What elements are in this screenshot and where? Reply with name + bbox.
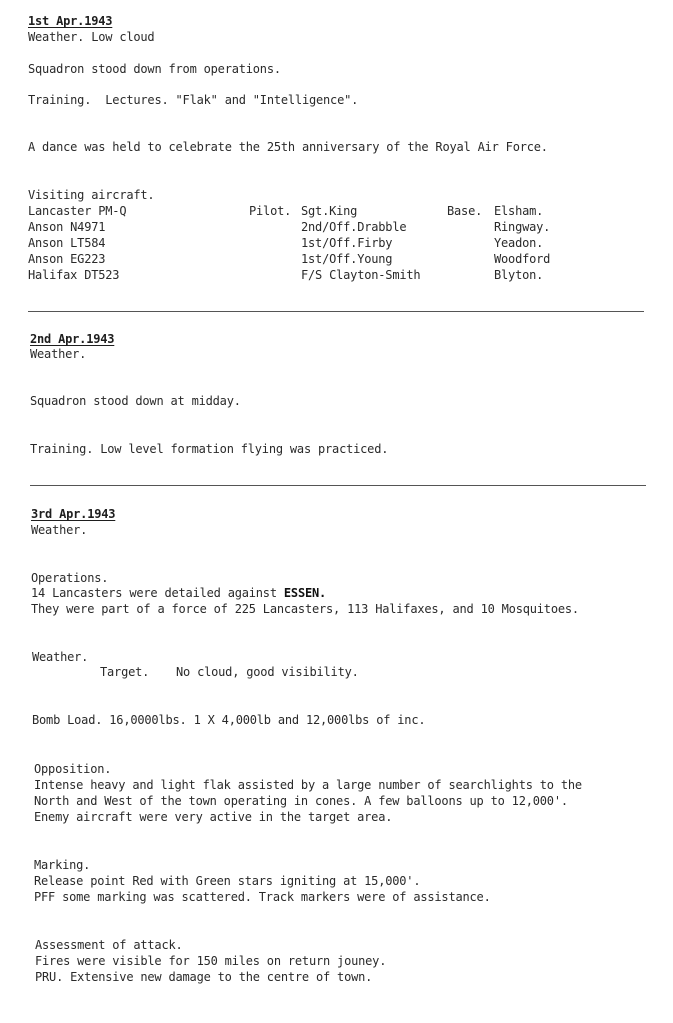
marking-line: Release point Red with Green stars igniting at 15,000'. <box>34 874 421 888</box>
bomb-load-line: Bomb Load. 16,0000lbs. 1 X 4,000lb and 12,000lbs of inc. <box>32 713 426 727</box>
aircraft-pilot: Sgt.King <box>301 204 358 218</box>
force-line: They were part of a force of 225 Lancasters, 113 Halifaxes, and 10 Mosquitoes. <box>31 602 579 616</box>
target-label: Target. <box>100 665 150 679</box>
stood-down-line: Squadron stood down at midday. <box>30 394 241 408</box>
dance-line: A dance was held to celebrate the 25th anniversary of the Royal Air Force. <box>28 140 548 154</box>
aircraft-pilot: 1st/Off.Firby <box>301 236 393 250</box>
weather-line: Weather. <box>30 347 87 361</box>
opposition-line: North and West of the town operating in cones. A few balloons up to 12,000'. <box>34 794 568 808</box>
weather-line: Weather. Low cloud <box>28 30 155 44</box>
aircraft-name: Anson N4971 <box>28 220 106 234</box>
target-name: ESSEN. <box>283 586 327 600</box>
entry-date: 2nd Apr.1943 <box>30 332 115 346</box>
visiting-aircraft-heading: Visiting aircraft. <box>28 188 155 202</box>
operations-heading: Operations. <box>31 571 109 585</box>
entry-date: 1st Apr.1943 <box>28 14 113 28</box>
aircraft-name: Anson LT584 <box>28 236 106 250</box>
aircraft-base: Blyton. <box>494 268 544 282</box>
assessment-heading: Assessment of attack. <box>35 938 183 952</box>
weather-line: Weather. <box>31 523 88 537</box>
aircraft-base: Elsham. <box>494 204 544 218</box>
base-label: Base. <box>447 204 483 218</box>
assessment-line: PRU. Extensive new damage to the centre of town. <box>35 970 373 984</box>
weather-heading: Weather. <box>32 650 89 664</box>
aircraft-name: Anson EG223 <box>28 252 106 266</box>
section-divider <box>30 485 646 486</box>
target-weather: No cloud, good visibility. <box>176 665 359 679</box>
aircraft-pilot: F/S Clayton-Smith <box>301 268 421 282</box>
entry-date: 3rd Apr.1943 <box>31 507 116 521</box>
training-line: Training. Lectures. "Flak" and "Intelligence". <box>28 93 359 107</box>
opposition-line: Enemy aircraft were very active in the target area. <box>34 810 393 824</box>
aircraft-base: Yeadon. <box>494 236 544 250</box>
assessment-line: Fires were visible for 150 miles on return jouney. <box>35 954 387 968</box>
aircraft-base: Ringway. <box>494 220 551 234</box>
aircraft-name: Halifax DT523 <box>28 268 120 282</box>
marking-line: PFF some marking was scattered. Track markers were of assistance. <box>34 890 491 904</box>
stood-down-line: Squadron stood down from operations. <box>28 62 281 76</box>
aircraft-base: Woodford <box>494 252 551 266</box>
training-line: Training. Low level formation flying was practiced. <box>30 442 389 456</box>
aircraft-pilot: 2nd/Off.Drabble <box>301 220 407 234</box>
detailed-text: 14 Lancasters were detailed against <box>31 586 284 600</box>
aircraft-name: Lancaster PM-Q <box>28 204 127 218</box>
section-divider <box>28 311 644 312</box>
detailed-line <box>31 585 326 601</box>
opposition-heading: Opposition. <box>34 762 112 776</box>
aircraft-pilot: 1st/Off.Young <box>301 252 393 266</box>
opposition-line: Intense heavy and light flak assisted by a large number of searchlights to the <box>34 778 582 792</box>
marking-heading: Marking. <box>34 858 91 872</box>
pilot-label: Pilot. <box>249 204 292 218</box>
